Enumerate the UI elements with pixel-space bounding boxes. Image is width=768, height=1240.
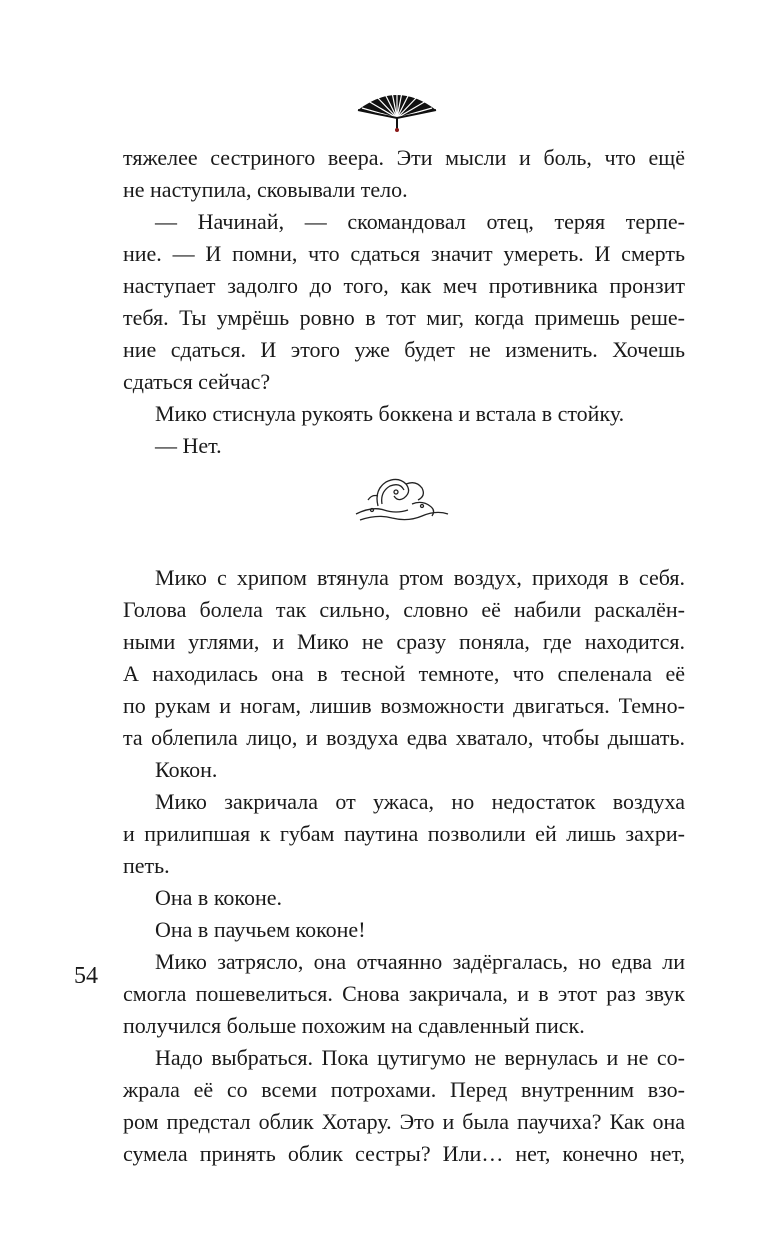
text-line: ром предстал облик Хотару. Это и была паучиха? Как она [123,1109,685,1134]
text-line: не наступила, сковывали тело. [123,177,408,202]
text-block-2 [123,562,685,1170]
text-line: сдаться сейчас? [123,369,271,394]
text-line: Мико закричала от ужаса, но недостаток воздуха [155,789,685,814]
text-line: наступает задолго до того, как меч противника пронзит [123,273,685,298]
text-line: тебя. Ты умрёшь ровно в тот миг, когда примешь реше- [123,305,685,330]
text-line: ными углями, и Мико не сразу поняла, где находится. [123,629,685,654]
fan-ornament-icon [352,74,442,134]
text-line: и прилипшая к губам паутина позволили ей лишь захри- [123,821,685,846]
text-line: по рукам и ногам, лишив возможности двигаться. Темно- [123,693,685,718]
text-line: та облепила лицо, и воздуха едва хватало, чтобы дышать. [123,725,685,750]
text-line: А находилась она в тесной темноте, что спеленала её [123,661,685,686]
text-line: петь. [123,853,170,878]
text-line: — Нет. [155,433,222,458]
text-line: Мико стиснула рукоять боккена и встала в стойку. [155,401,625,426]
text-line: — Начинай, — скомандовал отец, теряя терпе- [155,209,685,234]
text-line: Она в паучьем коконе! [155,917,366,942]
text-line: Она в коконе. [155,885,282,910]
text-block-1 [123,142,685,462]
text-line: тяжелее сестриного веера. Эти мысли и боль, что ещё [123,145,685,170]
text-line: Мико с хрипом втянула ртом воздух, приходя в себя. [155,565,685,590]
text-line: ние. — И помни, что сдаться значит умереть. И смерть [123,241,685,266]
text-line: Мико затрясло, она отчаянно задёргалась, но едва ли [155,949,685,974]
text-line: Кокон. [155,757,218,782]
page-number: 54 [74,963,98,989]
text-line: ние сдаться. И этого уже будет не изменить. Хочешь [123,337,685,362]
text-line: жрала её со всеми потрохами. Перед внутренним взо- [123,1077,685,1102]
text-line: получился больше похожим на сдавленный писк. [123,1013,585,1038]
text-line: Голова болела так сильно, словно её набили раскалён- [123,597,685,622]
text-line: сумела принять облик сестры? Или… нет, конечно нет, [123,1141,685,1166]
text-line: Надо выбраться. Пока цутигумо не вернулась и не со- [155,1045,685,1070]
wave-ornament-icon [352,470,452,528]
text-line: смогла пошевелиться. Снова закричала, и в этот раз звук [123,981,685,1006]
